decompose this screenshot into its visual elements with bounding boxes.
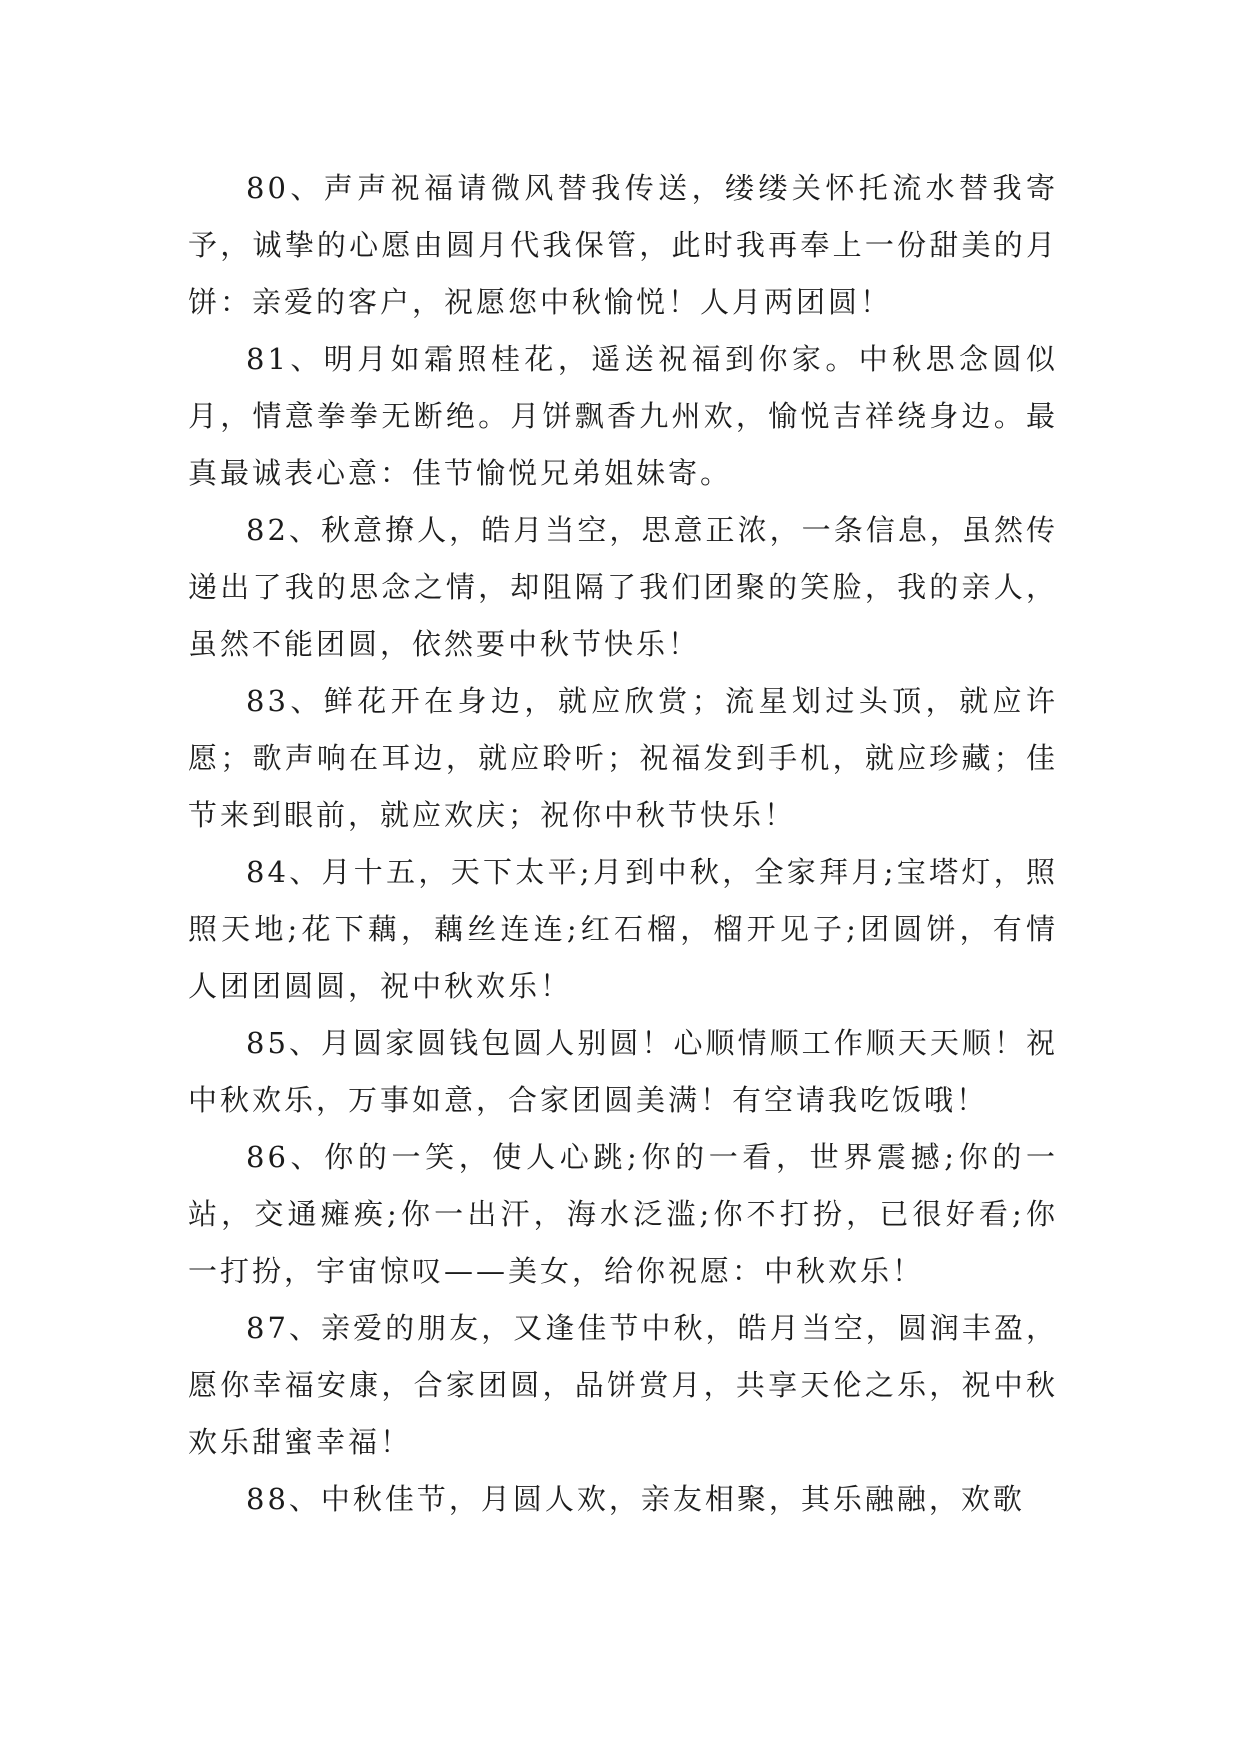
paragraph-86: 86、你的一笑，使人心跳;你的一看，世界震撼;你的一站，交通瘫痪;你一出汗，海水泛滥;你不打扮，已很好看;你一打扮，宇宙惊叹——美女，给你祝愿：中秋欢乐！ <box>188 1140 1058 1288</box>
paragraph-87: 87、亲爱的朋友，又逢佳节中秋，皓月当空，圆润丰盈，愿你幸福安康，合家团圆，品饼赏月，共享天伦之乐，祝中秋欢乐甜蜜幸福！ <box>188 1311 1058 1459</box>
document-body <box>188 160 1058 1528</box>
paragraph-80: 80、声声祝福请微风替我传送，缕缕关怀托流水替我寄予，诚挚的心愿由圆月代我保管，此时我再奉上一份甜美的月饼：亲爱的客户，祝愿您中秋愉悦！人月两团圆！ <box>188 171 1058 319</box>
paragraph-82: 82、秋意撩人，皓月当空，思意正浓，一条信息，虽然传递出了我的思念之情，却阻隔了我们团聚的笑脸，我的亲人，虽然不能团圆，依然要中秋节快乐！ <box>188 513 1058 661</box>
paragraph-83: 83、鲜花开在身边，就应欣赏；流星划过头顶，就应许愿；歌声响在耳边，就应聆听；祝福发到手机，就应珍藏；佳节来到眼前，就应欢庆；祝你中秋节快乐！ <box>188 684 1058 832</box>
paragraph-88: 88、中秋佳节，月圆人欢，亲友相聚，其乐融融，欢歌 <box>246 1482 1025 1516</box>
paragraph-85: 85、月圆家圆钱包圆人别圆！心顺情顺工作顺天天顺！祝中秋欢乐，万事如意，合家团圆美满！有空请我吃饭哦！ <box>188 1026 1058 1117</box>
paragraph-81: 81、明月如霜照桂花，遥送祝福到你家。中秋思念圆似月，情意拳拳无断绝。月饼飘香九州欢，愉悦吉祥绕身边。最真最诚表心意：佳节愉悦兄弟姐妹寄。 <box>188 342 1058 490</box>
paragraph-84: 84、月十五，天下太平;月到中秋，全家拜月;宝塔灯，照照天地;花下藕，藕丝连连;红石榴，榴开见子;团圆饼，有情人团团圆圆，祝中秋欢乐！ <box>188 855 1058 1003</box>
